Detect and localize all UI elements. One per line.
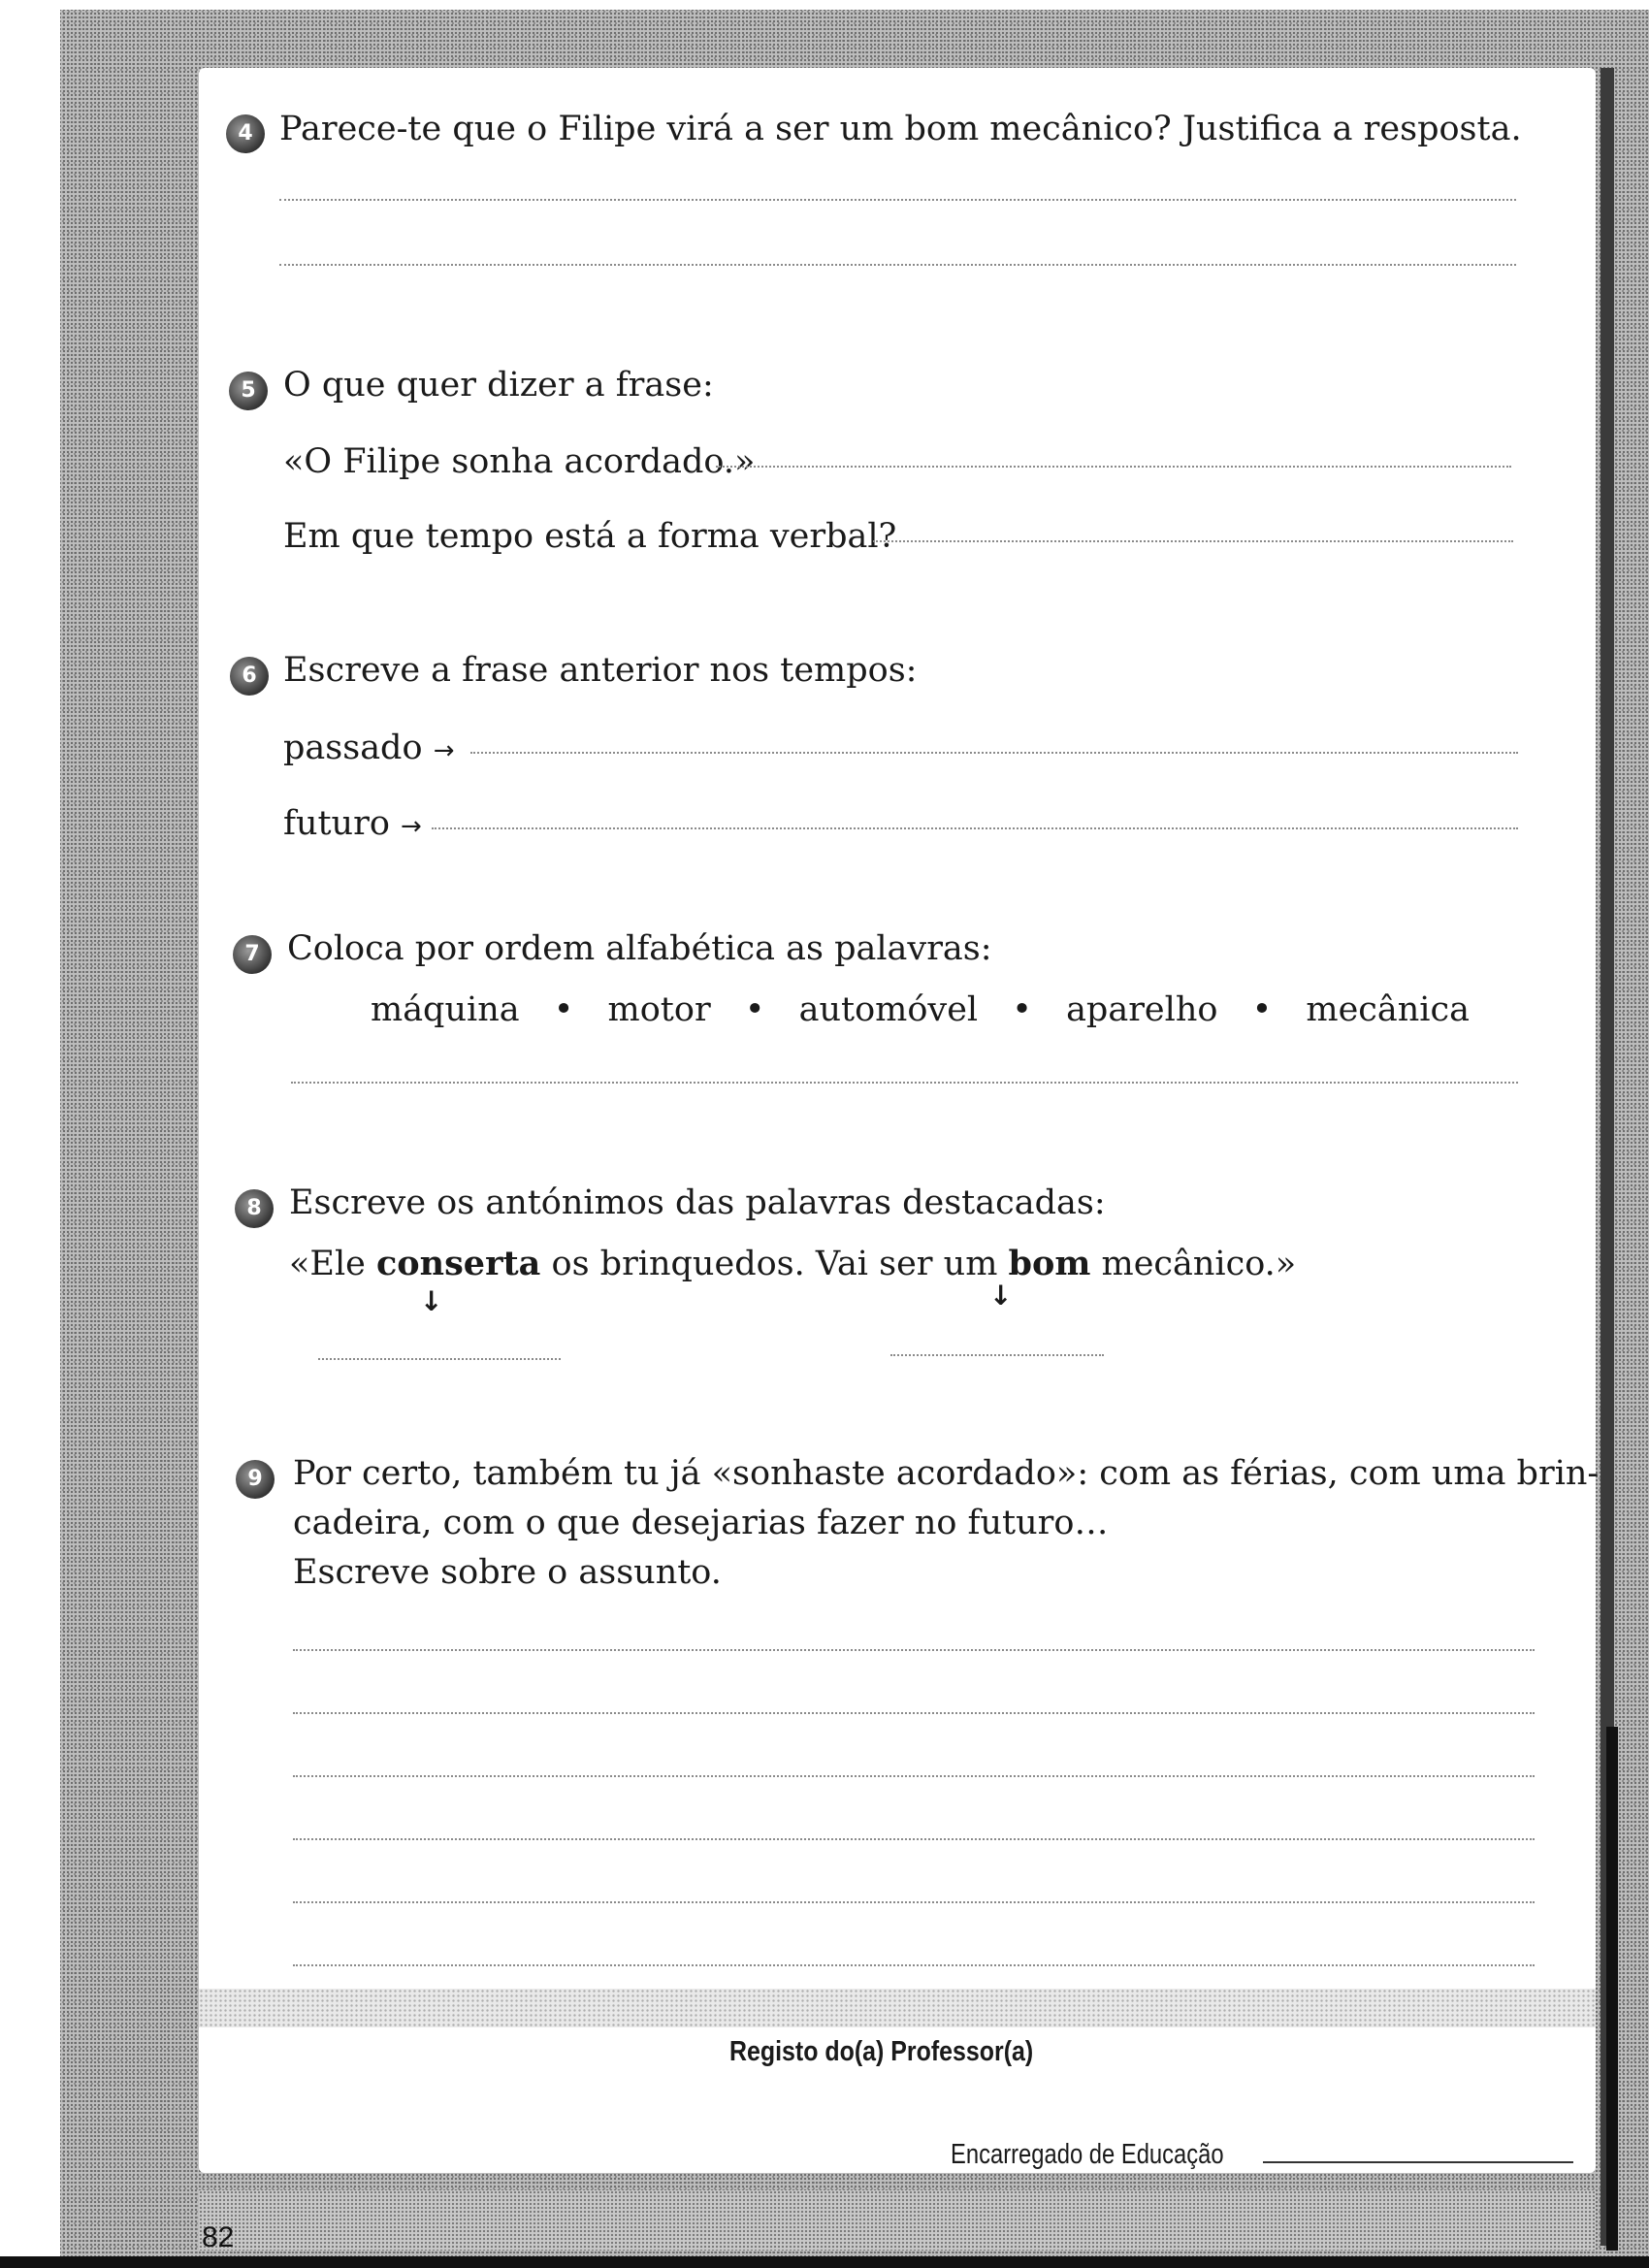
- question-5-text: O que quer dizer a frase:: [283, 366, 714, 405]
- guardian-label: Encarregado de Educação: [951, 2139, 1224, 2170]
- halftone-divider: [199, 1989, 1596, 2027]
- highlighted-word: conserta: [376, 1244, 541, 1283]
- question-number-badge: 4: [226, 114, 265, 153]
- bottom-rule: [0, 2256, 1649, 2268]
- antonym-sentence: [289, 1244, 1296, 1284]
- question-9-line: Escreve sobre o assunto.: [293, 1553, 722, 1592]
- writing-line[interactable]: [293, 1775, 1535, 1777]
- writing-line[interactable]: [293, 1838, 1535, 1840]
- bullet-separator: •: [1012, 990, 1032, 1029]
- word-list: [371, 989, 1470, 1030]
- question-5-sub-text: Em que tempo está a forma verbal?: [283, 517, 897, 556]
- writing-line[interactable]: [293, 1712, 1535, 1714]
- answer-line[interactable]: [291, 1082, 1518, 1084]
- word-item: motor: [607, 990, 711, 1029]
- word-item: aparelho: [1066, 990, 1218, 1029]
- past-label: passado: [283, 729, 423, 767]
- antonym-answer-line[interactable]: [890, 1354, 1104, 1356]
- sentence-part: mecânico.»: [1090, 1245, 1297, 1283]
- question-7-text: Coloca por ordem alfabética as palavras:: [287, 929, 992, 968]
- word-item: máquina: [371, 990, 520, 1029]
- answer-line[interactable]: [432, 827, 1518, 829]
- writing-line[interactable]: [293, 1901, 1535, 1903]
- sentence-part: «Ele: [289, 1245, 376, 1283]
- quote-text: «O Filipe sonha acordado.»: [283, 442, 756, 481]
- page-margin-top: [0, 0, 1649, 10]
- antonym-answer-line[interactable]: [318, 1358, 561, 1360]
- answer-line[interactable]: [873, 540, 1513, 542]
- word-item: automóvel: [798, 990, 979, 1029]
- page-number: 82: [202, 2221, 235, 2253]
- answer-line[interactable]: [279, 199, 1516, 201]
- bullet-separator: •: [553, 990, 574, 1029]
- question-9-line: cadeira, com o que desejarias fazer no futuro…: [293, 1504, 1109, 1542]
- question-number-badge: 7: [233, 935, 272, 974]
- answer-line[interactable]: [470, 752, 1518, 754]
- bullet-separator: •: [1251, 990, 1273, 1029]
- answer-line[interactable]: [279, 264, 1516, 266]
- question-8-text: Escreve os antónimos das palavras destacadas:: [289, 1183, 1106, 1222]
- page-margin-left: [0, 0, 60, 2268]
- guardian-signature-line[interactable]: [1263, 2161, 1573, 2163]
- writing-line[interactable]: [293, 1964, 1535, 1966]
- footer-halftone-band: [199, 2190, 1596, 2251]
- sentence-part: os brinquedos. Vai ser um: [540, 1245, 1009, 1283]
- word-item: mecânica: [1306, 990, 1470, 1029]
- arrow-right-icon: →: [433, 736, 455, 765]
- question-number-badge: 5: [229, 372, 268, 410]
- future-label: futuro: [283, 804, 390, 843]
- writing-line[interactable]: [293, 1649, 1535, 1651]
- question-4-text: Parece-te que o Filipe virá a ser um bom mecânico? Justifica a resposta.: [279, 110, 1522, 148]
- teacher-record-label: Registo do(a) Professor(a): [729, 2036, 1034, 2067]
- past-tense-label: [283, 728, 454, 771]
- question-number-badge: 8: [235, 1189, 274, 1228]
- arrow-down-icon: ↓: [420, 1285, 443, 1317]
- arrow-down-icon: ↓: [989, 1280, 1013, 1312]
- bullet-separator: •: [744, 990, 765, 1029]
- future-tense-label: [283, 803, 422, 847]
- answer-line[interactable]: [716, 466, 1511, 468]
- binding-edge-dark: [1606, 1727, 1618, 2251]
- question-9-line: Por certo, também tu já «sonhaste acordado»: com as férias, com uma brin-: [293, 1454, 1600, 1493]
- question-6-text: Escreve a frase anterior nos tempos:: [283, 651, 918, 690]
- question-number-badge: 9: [236, 1460, 275, 1499]
- question-number-badge: 6: [230, 657, 269, 696]
- highlighted-word: bom: [1008, 1244, 1091, 1283]
- arrow-right-icon: →: [401, 812, 422, 841]
